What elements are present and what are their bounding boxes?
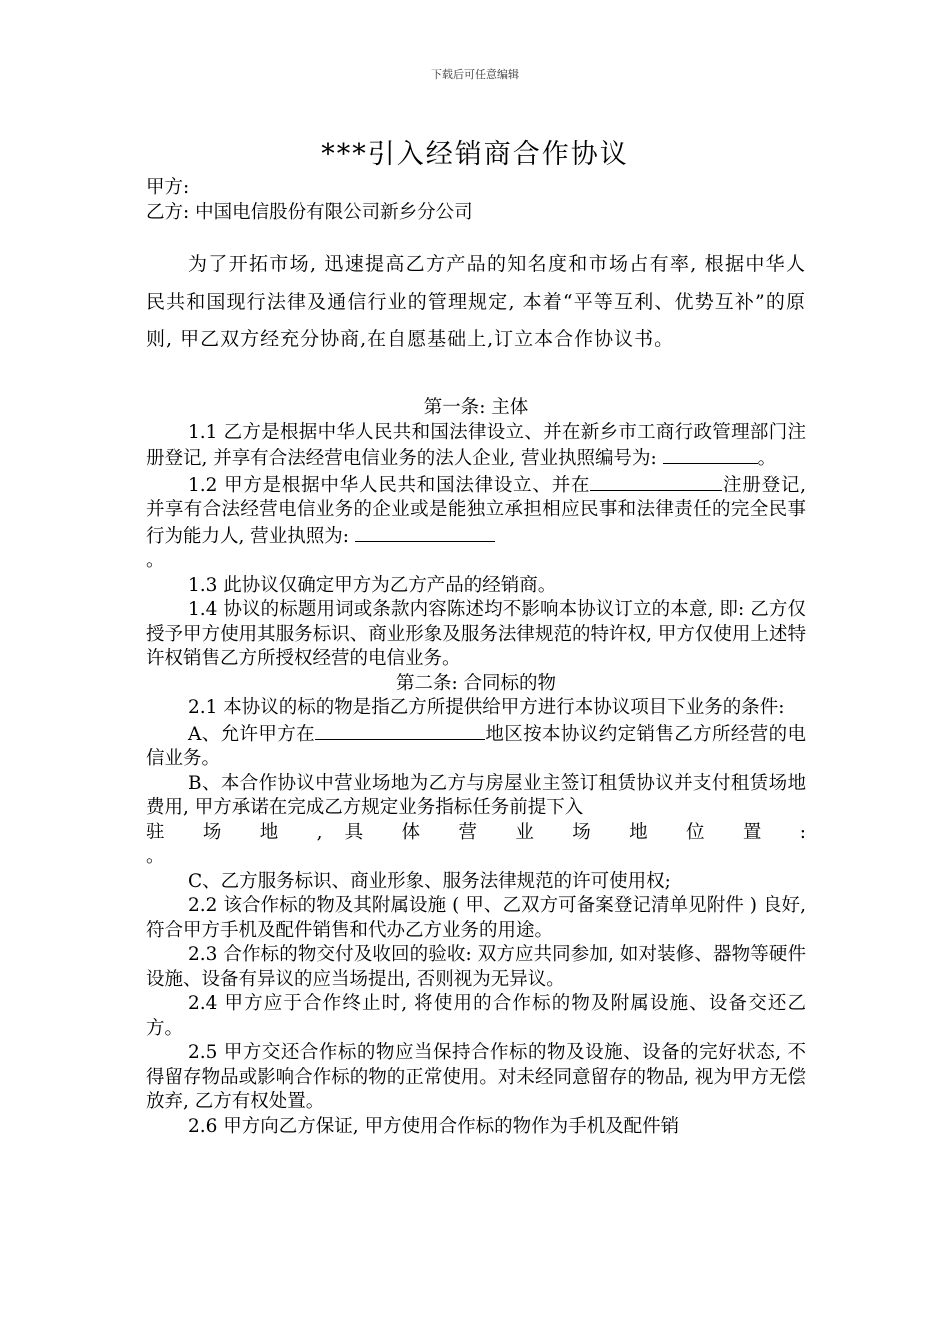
clause-2-4: 2.4 甲方应于合作终止时, 将使用的合作标的物及附属设施、设备交还乙方。	[146, 993, 806, 1039]
blank-field	[315, 721, 485, 740]
parties-block	[146, 176, 806, 225]
intro-paragraph: 为了开拓市场, 迅速提高乙方产品的知名度和市场占有率, 根据中华人民共和国现行法律及通信行业的管理规定, 本着“平等互利、优势互补”的原则, 甲乙双方经充分协商,在自愿基础上,订立本合作协议书。	[146, 253, 806, 350]
header-note: 下载后可任意编辑	[431, 68, 519, 81]
clause-2-2: 2.2 该合作标的物及其附属设施 ( 甲、乙双方可备案登记清单见附件 ) 良好, 符合甲方手机及配件销售和代办乙方业务的用途。	[146, 895, 806, 941]
clause-1-1	[146, 421, 806, 472]
item-b-end: 。	[146, 846, 165, 867]
clause-1-2-text-b: 注册登记, 并享有合法经营电信业务的企业或是能独立承担相应民事和法律责任的完全民事行为能力人, 营业执照为:	[146, 474, 806, 547]
blank-field	[663, 445, 758, 464]
clause-2-1: 2.1 本协议的标的物是指乙方所提供给甲方进行本协议项目下业务的条件:	[188, 697, 785, 718]
party-a-line: 甲方:	[146, 177, 190, 198]
party-b-line: 乙方: 中国电信股份有限公司新乡分公司	[146, 201, 473, 223]
clause-2-5: 2.5 甲方交还合作标的物应当保持合作标的物及设施、设备的完好状态, 不得留存物品或影响合作标的物的正常使用。对未经同意留存的物品, 视为甲方无偿放弃, 乙方有权处置。	[146, 1042, 806, 1112]
clause-1-1-end: 。	[757, 448, 777, 469]
clause-1-3: 1.3 此协议仅确定甲方为乙方产品的经销商。	[188, 574, 557, 596]
main-body	[146, 396, 806, 1139]
item-b-spread-line: 驻 场 地 , 具 体 营 业 场 地 位 置 :	[146, 821, 806, 843]
item-c: C、乙方服务标识、商业形象、服务法律规范的许可使用权;	[188, 870, 671, 892]
clause-1-2-end: 。	[146, 550, 165, 571]
clause-1-1-text: 1.1 乙方是根据中华人民共和国法律设立、并在新乡市工商行政管理部门注册登记, 并享有合法经营电信业务的法人企业, 营业执照编号为:	[146, 421, 806, 469]
blank-field	[355, 523, 495, 542]
clause-1-4: 1.4 协议的标题用词或条款内容陈述均不影响本协议订立的本意, 即: 乙方仅授予甲方使用其服务标识、商业形象及服务法律规范的特许权, 甲方仅使用上述特许权销售乙方所授权经营的电信业务。	[146, 599, 806, 669]
item-b-text-a: B、本合作协议中营业场地为乙方与房屋业主签订租赁协议并支付租赁场地费用, 甲方承诺在完成乙方规定业务指标任务前提下入	[146, 772, 806, 818]
page-title: ***引入经销商合作协议	[321, 139, 629, 170]
blank-field	[590, 472, 722, 491]
clause-2-3: 2.3 合作标的物交付及收回的验收: 双方应共同参加, 如对装修、器物等硬件设施、设备有异议的应当场提出, 否则视为无异议。	[146, 944, 806, 990]
item-a-text-a: A、允许甲方在	[188, 723, 316, 745]
item-b	[146, 772, 806, 821]
clause-1-2-text-a: 1.2 甲方是根据中华人民共和国法律设立、并在	[188, 474, 591, 496]
clause-2-6: 2.6 甲方向乙方保证, 甲方使用合作标的物作为手机及配件销	[188, 1115, 680, 1137]
item-a-text-b: 地区按本协议约定销售乙方所经营的电信业务。	[146, 723, 806, 769]
clause-1-2	[146, 472, 806, 574]
article-2-heading: 第二条: 合同标的物	[395, 672, 557, 694]
article-1-heading: 第一条: 主体	[423, 397, 529, 418]
item-a	[146, 721, 806, 772]
